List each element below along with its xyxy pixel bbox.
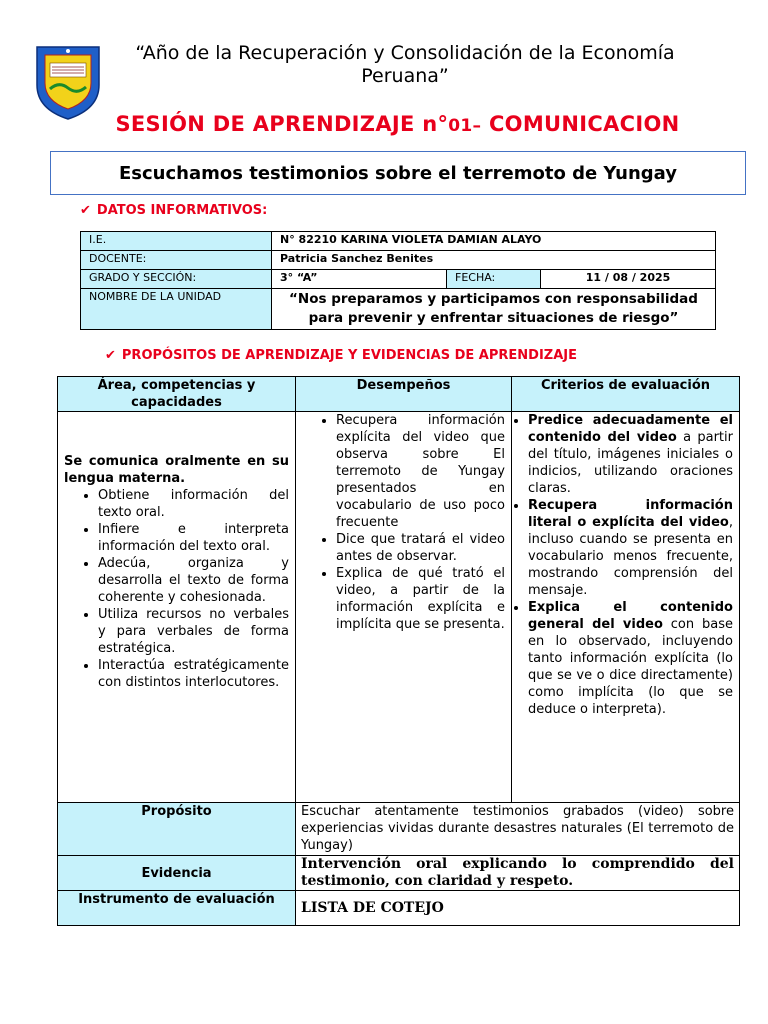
- criterio-bold: Recupera información literal o explícita del video: [528, 498, 733, 530]
- criterio-text: con base en lo observado, incluyendo tanto información explícita (lo que se ve o dice directamente) como implícita (lo que se deduce o interpreta).: [528, 617, 733, 717]
- proposito-label: Propósito: [58, 803, 296, 856]
- unidad-label: NOMBRE DE LA UNIDAD: [81, 289, 272, 330]
- list-item: • Recupera información explícita del video que observa sobre El terremoto de Yungay presentados en vocabulario de uso poco frecuente: [336, 412, 505, 531]
- list-item: • Dice que tratará el video antes de observar.: [336, 531, 505, 565]
- ie-value: N° 82210 KARINA VIOLETA DAMIAN ALAYO: [272, 232, 716, 251]
- list-item: • Adecúa, organiza y desarrolla el texto de forma coherente y cohesionada.: [98, 555, 289, 606]
- fecha-label: FECHA:: [447, 270, 541, 289]
- desempenos-list: [300, 412, 505, 633]
- session-title-suffix: COMUNICACION: [481, 112, 680, 136]
- instrumento-value: LISTA DE COTEJO: [296, 891, 740, 926]
- datos-table: [80, 231, 716, 330]
- area-cell: [58, 412, 296, 803]
- table-row: [81, 232, 716, 251]
- unidad-value: “Nos preparamos y participamos con responsabilidad para prevenir y enfrentar situaciones de riesgo”: [272, 289, 716, 330]
- datos-heading-text: DATOS INFORMATIVOS:: [96, 203, 268, 218]
- desempenos-cell: [296, 412, 512, 803]
- docente-value: Patricia Sanchez Benites: [272, 251, 716, 270]
- datos-heading: [80, 203, 267, 218]
- school-crest-logo: [33, 41, 103, 121]
- criterio-bold: Predice adecuadamente el contenido del video: [528, 413, 733, 445]
- year-slogan: “Año de la Recuperación y Consolidación de la Economía Peruana”: [135, 42, 675, 87]
- check-icon: ✔: [80, 203, 91, 218]
- criterios-cell: [512, 412, 740, 803]
- fecha-value: 11 / 08 / 2025: [541, 270, 716, 289]
- list-item: • Explica de qué trató el video, a partir de la información explícita e implícita que se presenta.: [336, 565, 505, 633]
- col-area-header: Área, competencias y capacidades: [58, 377, 296, 412]
- list-item: [528, 412, 733, 497]
- list-item: • Utiliza recursos no verbales y para verbales de forma estratégica.: [98, 606, 289, 657]
- instrumento-label: Instrumento de evaluación: [58, 891, 296, 926]
- grado-label: GRADO Y SECCIÓN:: [81, 270, 272, 289]
- evidencia-label: Evidencia: [58, 856, 296, 891]
- grado-value: 3° “A”: [272, 270, 447, 289]
- propositos-heading-text: PROPÓSITOS DE APRENDIZAJE Y EVIDENCIAS DE APRENDIZAJE: [121, 348, 577, 363]
- ie-label: I.E.: [81, 232, 272, 251]
- check-icon: ✔: [105, 348, 116, 363]
- table-row: [81, 270, 716, 289]
- table-row: [81, 289, 716, 330]
- session-subtitle: Escuchamos testimonios sobre el terremoto de Yungay: [50, 151, 746, 195]
- criterio-bold: Explica el contenido general del video: [528, 600, 733, 632]
- table-row: [81, 251, 716, 270]
- list-item: [528, 497, 733, 599]
- capacidades-list: [64, 487, 289, 691]
- table-row: [58, 377, 740, 412]
- competencia: Se comunica oralmente en su lengua materna.: [64, 454, 289, 486]
- session-number: 01–: [448, 116, 482, 136]
- proposito-value: Escuchar atentamente testimonios grabados (video) sobre experiencias vividas durante desastres naturales (El terremoto de Yungay): [296, 803, 740, 856]
- list-item: • Interactúa estratégicamente con distintos interlocutores.: [98, 657, 289, 691]
- propositos-table: [57, 376, 740, 926]
- col-criterios-header: Criterios de evaluación: [512, 377, 740, 412]
- session-title: [0, 112, 768, 136]
- criterios-list: [512, 412, 733, 718]
- list-item: • Infiere e interpreta información del texto oral.: [98, 521, 289, 555]
- list-item: [528, 599, 733, 718]
- session-title-prefix: SESIÓN DE APRENDIZAJE n°: [115, 112, 449, 136]
- docente-label: DOCENTE:: [81, 251, 272, 270]
- propositos-heading: [105, 348, 577, 363]
- evidencia-value: Intervención oral explicando lo comprendido del testimonio, con claridad y respeto.: [296, 856, 740, 891]
- table-row: [58, 412, 740, 803]
- table-row: [58, 803, 740, 856]
- criterio-text: , incluso cuando se presenta en vocabulario menos frecuente, mostrando comprensión del mensaje.: [528, 515, 733, 598]
- criterio-text: a partir del título, imágenes iniciales o indicios, utilizando oraciones claras.: [528, 430, 733, 496]
- table-row: [58, 856, 740, 891]
- table-row: [58, 891, 740, 926]
- col-desempenos-header: Desempeños: [296, 377, 512, 412]
- list-item: • Obtiene información del texto oral.: [98, 487, 289, 521]
